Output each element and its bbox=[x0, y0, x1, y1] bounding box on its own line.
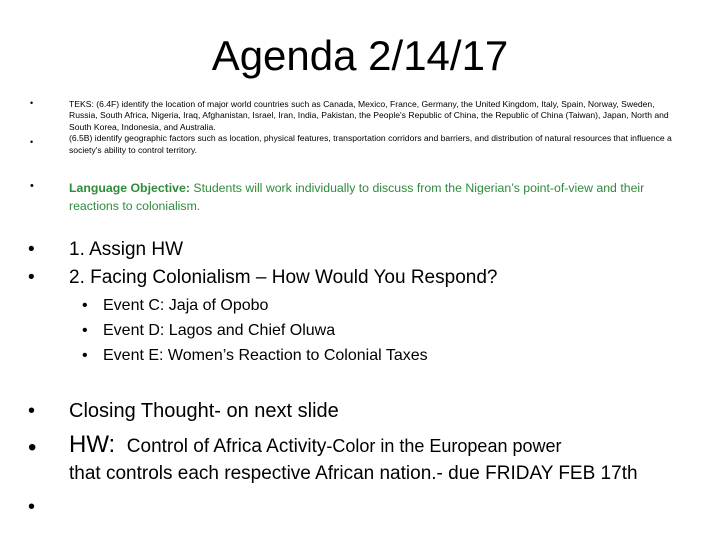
bullet-marker: • bbox=[28, 400, 36, 422]
agenda-item: 1. Assign HW bbox=[69, 239, 184, 260]
event-item: Event E: Women’s Reaction to Colonial Taxes bbox=[103, 347, 428, 364]
agenda-item: 2. Facing Colonialism – How Would You Respond? bbox=[69, 267, 498, 288]
homework-label: HW: bbox=[69, 431, 116, 458]
bullet-marker: • bbox=[82, 347, 88, 364]
event-item: Event D: Lagos and Chief Oluwa bbox=[103, 322, 336, 339]
language-objective-label: Language Objective: bbox=[69, 181, 190, 195]
event-item: Event C: Jaja of Opobo bbox=[103, 297, 269, 314]
bullet-marker: • bbox=[82, 322, 88, 339]
language-objective-text: Students will work individually to discuss from the Nigerian’s point-of-view and their reactions to colonialism. bbox=[69, 181, 645, 213]
teks-paragraph-1: TEKS: (6.4F) identify the location of major world countries such as Canada, Mexico, France, Germany, the United Kingdom, Italy, Spain, Norway, Sweden, Russia, South Africa, Nigeria, Iraq, Afghanistan, Israel, Iran, India, Pakistan, the People's Republic of China, the Republic of China (Taiwan), Japan, North and South Korea, Indonesia, and Australia. bbox=[69, 99, 669, 132]
language-objective bbox=[69, 179, 679, 215]
bullet-marker: • bbox=[28, 434, 37, 461]
slide-title: Agenda 2/14/17 bbox=[211, 32, 509, 79]
homework-line-2: that controls each respective African nation.- due FRIDAY FEB 17th bbox=[69, 463, 638, 484]
bullet-marker: • bbox=[82, 297, 88, 314]
homework-instructions: -Color in the European power bbox=[326, 436, 562, 456]
bullet-marker: • bbox=[28, 267, 35, 288]
bullet-marker: • bbox=[30, 180, 34, 192]
teks-text bbox=[69, 99, 684, 156]
homework-title: Control of Africa Activity bbox=[126, 436, 327, 457]
bullet-marker: • bbox=[30, 137, 34, 147]
closing-thought: Closing Thought- on next slide bbox=[69, 400, 339, 422]
bullet-marker: • bbox=[28, 239, 35, 260]
teks-paragraph-2: (6.5B) identify geographic factors such as location, physical features, transportation corridors and barriers, and distribution of natural resources that influence a society's ability to control territory. bbox=[69, 133, 672, 155]
bullet-marker: • bbox=[28, 496, 36, 518]
bullet-marker: • bbox=[30, 98, 34, 108]
homework-line-1 bbox=[69, 431, 562, 459]
